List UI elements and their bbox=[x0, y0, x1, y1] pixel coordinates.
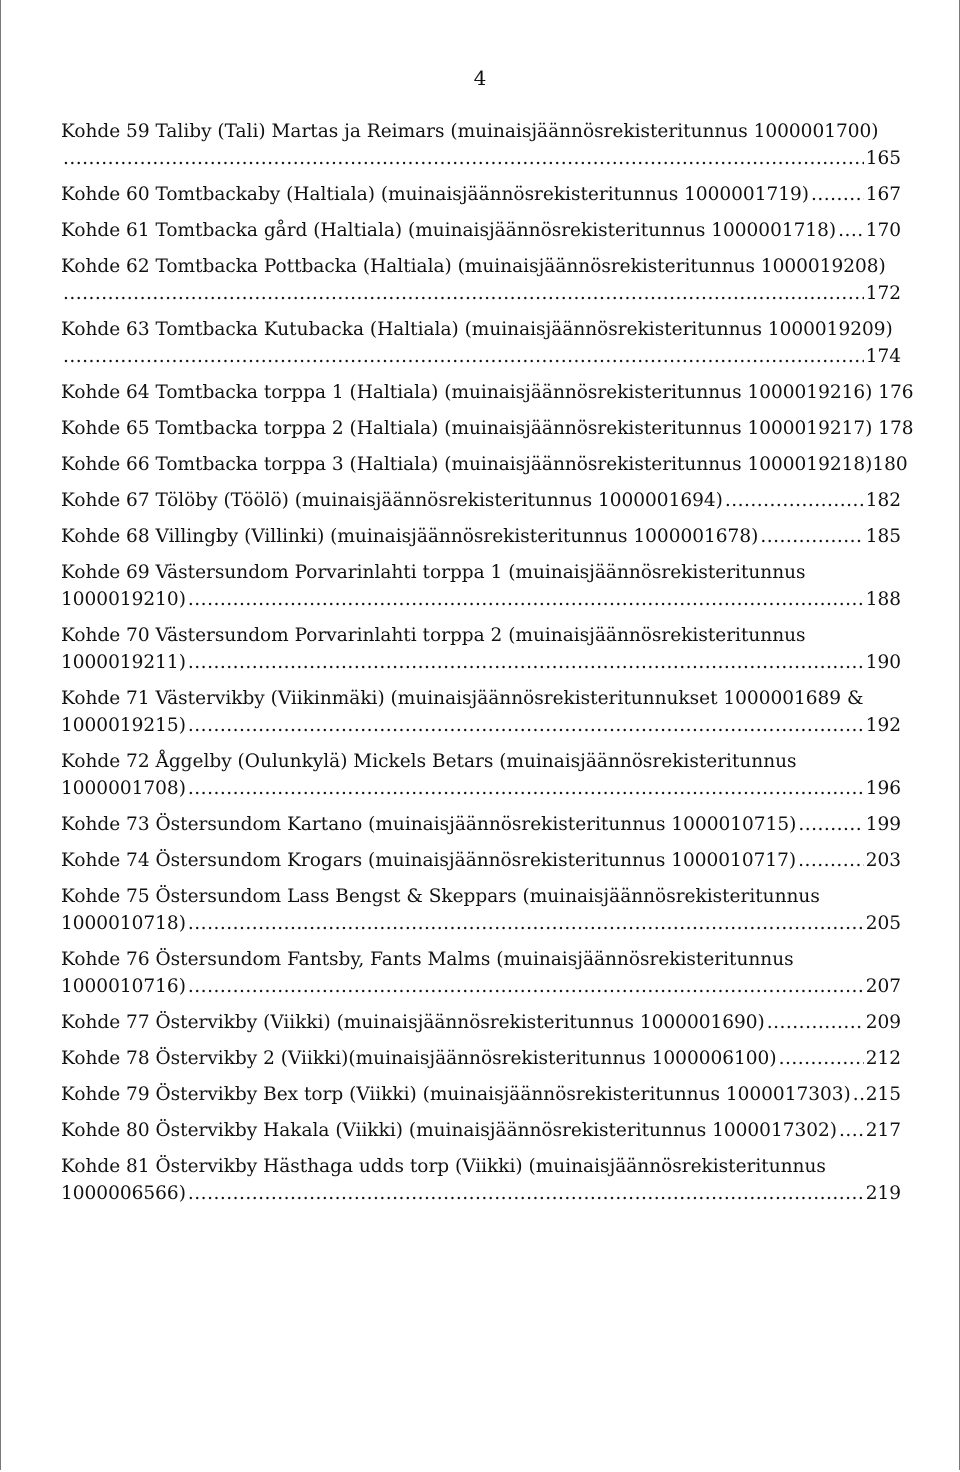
toc-entry[interactable] bbox=[61, 748, 901, 802]
toc-entry-text: Kohde 66 Tomtbacka torppa 3 (Haltiala) (muinaisjäännösrekisteritunnus 1000019218)180 bbox=[61, 454, 908, 475]
toc-page-number: 182 bbox=[865, 490, 901, 511]
dot-leader bbox=[188, 910, 864, 937]
toc-entry[interactable] bbox=[61, 217, 901, 244]
toc-page-number: 203 bbox=[865, 850, 901, 871]
toc-entry[interactable] bbox=[61, 181, 901, 208]
toc-entry[interactable] bbox=[61, 847, 901, 874]
toc-page-number: 170 bbox=[865, 220, 901, 241]
toc-entry-text: Kohde 72 Åggelby (Oulunkylä) Mickels Betars (muinaisjäännösrekisteritunnus bbox=[61, 751, 797, 772]
dot-leader bbox=[779, 1045, 864, 1072]
toc-entry[interactable] bbox=[61, 1009, 901, 1036]
toc-page-number: 219 bbox=[865, 1183, 901, 1204]
dot-leader bbox=[188, 775, 864, 802]
toc-entry[interactable] bbox=[61, 1081, 901, 1108]
dot-leader bbox=[63, 343, 864, 370]
toc-entry[interactable] bbox=[61, 883, 901, 937]
toc-page-number: 215 bbox=[865, 1084, 901, 1105]
toc-entry-text: Kohde 77 Östervikby (Viikki) (muinaisjäännösrekisteritunnus 1000001690) bbox=[61, 1012, 765, 1033]
toc-page-number: 199 bbox=[865, 814, 901, 835]
dot-leader bbox=[188, 649, 864, 676]
toc-page-number: 212 bbox=[865, 1048, 901, 1069]
toc-entry-text: Kohde 74 Östersundom Krogars (muinaisjäännösrekisteritunnus 1000010717) bbox=[61, 850, 797, 871]
dot-leader bbox=[188, 973, 864, 1000]
toc-page-number: 172 bbox=[865, 283, 901, 304]
toc-entry-text: Kohde 78 Östervikby 2 (Viikki)(muinaisjäännösrekisteritunnus 1000006100) bbox=[61, 1048, 777, 1069]
toc-entry-text: Kohde 75 Östersundom Lass Bengst & Skeppars (muinaisjäännösrekisteritunnus bbox=[61, 886, 820, 907]
toc-entry-text: Kohde 73 Östersundom Kartano (muinaisjäännösrekisteritunnus 1000010715) bbox=[61, 814, 797, 835]
toc-page-number: 207 bbox=[865, 976, 901, 997]
toc-page-number: 217 bbox=[865, 1120, 901, 1141]
toc-entry-text: Kohde 81 Östervikby Hästhaga udds torp (Viikki) (muinaisjäännösrekisteritunnus bbox=[61, 1156, 826, 1177]
toc-page-number: 174 bbox=[865, 346, 901, 367]
toc-entry-text: Kohde 67 Tölöby (Töölö) (muinaisjäännösrekisteritunnus 1000001694) bbox=[61, 490, 723, 511]
toc-page-number: 196 bbox=[865, 778, 901, 799]
toc-entry[interactable] bbox=[61, 415, 914, 442]
page-number: 4 bbox=[473, 66, 487, 90]
dot-leader bbox=[853, 1081, 864, 1108]
dot-leader bbox=[188, 1180, 864, 1207]
toc-entry-continuation: 1000019210) bbox=[61, 589, 186, 610]
toc-entry-text: Kohde 68 Villingby (Villinki) (muinaisjäännösrekisteritunnus 1000001678) bbox=[61, 526, 759, 547]
toc-entry[interactable] bbox=[61, 685, 901, 739]
toc-entry[interactable] bbox=[61, 451, 908, 478]
toc-entry[interactable] bbox=[61, 1117, 901, 1144]
toc-entry-text: Kohde 76 Östersundom Fantsby, Fants Malms (muinaisjäännösrekisteritunnus bbox=[61, 949, 794, 970]
dot-leader bbox=[798, 847, 864, 874]
toc-entry-text: Kohde 62 Tomtbacka Pottbacka (Haltiala) (muinaisjäännösrekisteritunnus 1000019208) bbox=[61, 256, 886, 277]
toc-entry[interactable] bbox=[61, 118, 901, 172]
dot-leader bbox=[63, 280, 864, 307]
toc-entry-text: Kohde 64 Tomtbacka torppa 1 (Haltiala) (muinaisjäännösrekisteritunnus 1000019216) 176 bbox=[61, 382, 914, 403]
toc-entry-text: Kohde 65 Tomtbacka torppa 2 (Haltiala) (muinaisjäännösrekisteritunnus 1000019217) 178 bbox=[61, 418, 914, 439]
toc-entry-text: Kohde 63 Tomtbacka Kutubacka (Haltiala) (muinaisjäännösrekisteritunnus 1000019209) bbox=[61, 319, 893, 340]
toc-entry-text: Kohde 60 Tomtbackaby (Haltiala) (muinaisjäännösrekisteritunnus 1000001719) bbox=[61, 184, 810, 205]
toc-entry-continuation: 1000010718) bbox=[61, 913, 186, 934]
toc-page-number: 192 bbox=[865, 715, 901, 736]
dot-leader bbox=[798, 811, 863, 838]
toc-entry[interactable] bbox=[61, 559, 901, 613]
toc-page-number: 209 bbox=[865, 1012, 901, 1033]
toc-entry[interactable] bbox=[61, 946, 901, 1000]
toc-entry-continuation: 1000010716) bbox=[61, 976, 186, 997]
toc-entry[interactable] bbox=[61, 1153, 901, 1207]
dot-leader bbox=[725, 487, 864, 514]
toc-page-number: 185 bbox=[865, 526, 901, 547]
toc-entry-text: Kohde 59 Taliby (Tali) Martas ja Reimars (muinaisjäännösrekisteritunnus 1000001700) bbox=[61, 121, 879, 142]
toc-page-number: 188 bbox=[865, 589, 901, 610]
toc-entry[interactable] bbox=[61, 487, 901, 514]
toc-entry-continuation: 1000006566) bbox=[61, 1183, 186, 1204]
dot-leader bbox=[188, 712, 864, 739]
dot-leader bbox=[188, 586, 864, 613]
toc-entry-text: Kohde 70 Västersundom Porvarinlahti torppa 2 (muinaisjäännösrekisteritunnus bbox=[61, 625, 806, 646]
toc-page-number: 165 bbox=[865, 148, 901, 169]
toc-entry-continuation: 1000019215) bbox=[61, 715, 186, 736]
toc-entry[interactable] bbox=[61, 523, 901, 550]
dot-leader bbox=[63, 145, 864, 172]
dot-leader bbox=[839, 1117, 864, 1144]
toc-page-number: 190 bbox=[865, 652, 901, 673]
toc-entry[interactable] bbox=[61, 622, 901, 676]
toc-entry[interactable] bbox=[61, 316, 901, 370]
toc-entry-text: Kohde 69 Västersundom Porvarinlahti torppa 1 (muinaisjäännösrekisteritunnus bbox=[61, 562, 806, 583]
dot-leader bbox=[811, 181, 864, 208]
toc-entry[interactable] bbox=[61, 1045, 901, 1072]
toc-entry-text: Kohde 80 Östervikby Hakala (Viikki) (muinaisjäännösrekisteritunnus 1000017302) bbox=[61, 1120, 838, 1141]
toc-entry-continuation: 1000001708) bbox=[61, 778, 186, 799]
toc-page-number: 205 bbox=[865, 913, 901, 934]
toc-entry-text: Kohde 79 Östervikby Bex torp (Viikki) (muinaisjäännösrekisteritunnus 1000017303) bbox=[61, 1084, 851, 1105]
toc-entry-text: Kohde 61 Tomtbacka gård (Haltiala) (muinaisjäännösrekisteritunnus 1000001718) bbox=[61, 220, 837, 241]
table-of-contents bbox=[61, 118, 914, 1207]
dot-leader bbox=[838, 217, 864, 244]
toc-page-number: 167 bbox=[865, 184, 901, 205]
toc-entry[interactable] bbox=[61, 253, 901, 307]
dot-leader bbox=[767, 1009, 864, 1036]
dot-leader bbox=[760, 523, 863, 550]
toc-entry-continuation: 1000019211) bbox=[61, 652, 186, 673]
toc-entry-text: Kohde 71 Västervikby (Viikinmäki) (muinaisjäännösrekisteritunnukset 1000001689 & bbox=[61, 688, 864, 709]
toc-entry[interactable] bbox=[61, 379, 914, 406]
toc-entry[interactable] bbox=[61, 811, 901, 838]
